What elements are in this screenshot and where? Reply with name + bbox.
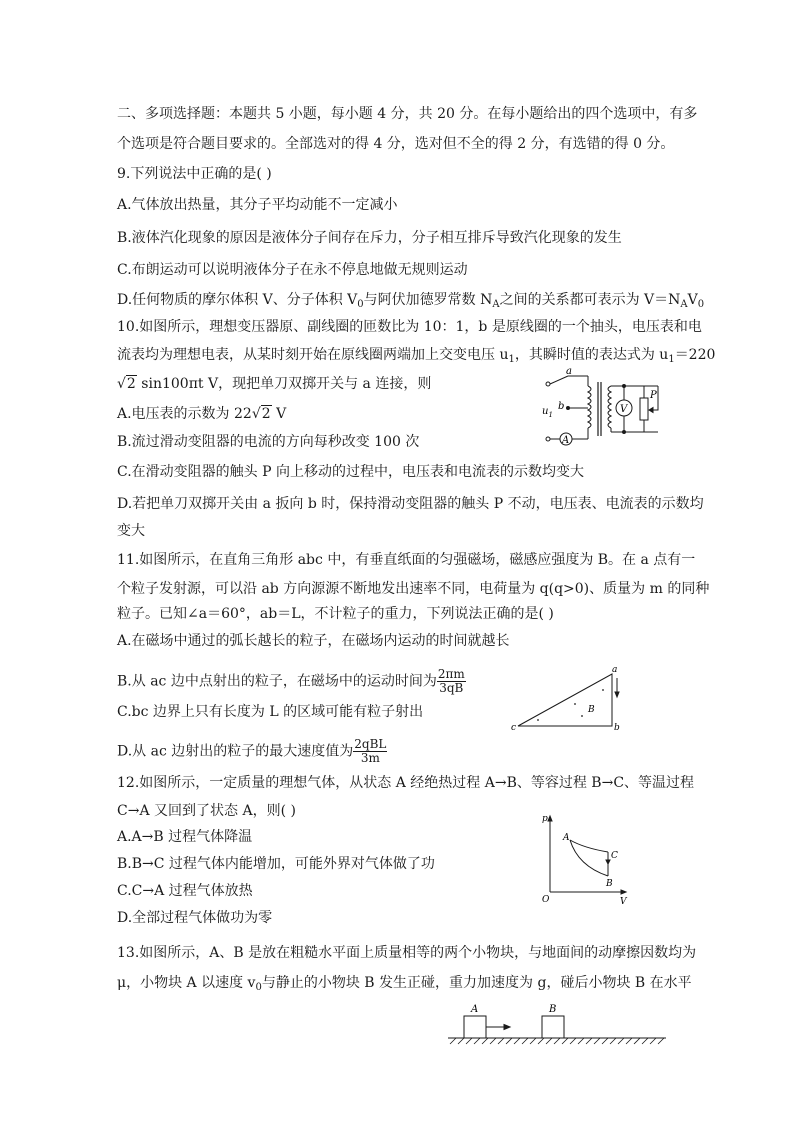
q10-option-d-line1: D.若把单刀双掷开关由 a 扳向 b 时，保持滑动变阻器的触头 P 不动，电压表、电流表的示数均 (117, 496, 704, 512)
field-b-label: B (588, 705, 595, 715)
q11-option-b: B.从 ac 边中点射出的粒子，在磁场中的运动时间为 $\frac{2\pi m}{3qB}$ (117, 667, 465, 695)
label-b: b (558, 401, 565, 412)
primary-bottom-terminal (546, 437, 550, 441)
field-dot (602, 689, 604, 691)
primary-top-terminal (546, 382, 550, 386)
fraction-2pim-3qb: $\frac{2\pi m}{3qB}$ (437, 667, 465, 695)
q11-stem-line1: 11.如图所示，在直角三角形 abc 中，有垂直纸面的匀强磁场，磁感应强度为 B。在 a 点有一 (117, 552, 696, 568)
q10-stem-line1: 10.如图所示，理想变压器原、副线圈的匝数比为 10：1，b 是原线圈的一个抽头，电压表和电 (117, 319, 702, 335)
section-header-line2: 个选项是符合题目要求的。全部选对的得 4 分，选对但不全的得 2 分，有选错的得 0 分。 (117, 136, 675, 152)
q12-option-a: A.A→B 过程气体降温 (117, 829, 253, 845)
field-dot (581, 715, 583, 717)
fraction-2qbl-3m: $\frac{\text{2qBL}}{3m}$ (354, 737, 387, 765)
vertex-c-label: c (511, 723, 517, 732)
triangle-field-figure (510, 664, 634, 732)
q11-option-d: D.从 ac 边射出的粒子的最大速度值为 $\frac{\text{2qBL}}{3m}$ (117, 737, 387, 765)
q13-stem-line1: 13.如图所示，A、B 是放在粗糙水平面上质量相等的两个小物块，与地面间的动摩擦因数均为 (117, 945, 697, 961)
block-b-label: B (549, 1004, 557, 1015)
rheostat-slider-arrow (649, 408, 653, 413)
ammeter-label: A (562, 435, 570, 446)
q10-option-a: A.电压表的示数为 22√2 V (117, 406, 287, 422)
primary-coil (588, 386, 591, 428)
field-dot (537, 719, 539, 721)
state-b-label: B (606, 879, 613, 889)
q9-stem: 9.下列说法中正确的是( ) (117, 166, 272, 182)
block-a (464, 1016, 486, 1038)
blocks-figure (446, 1000, 668, 1048)
p-axis-label: p (542, 814, 548, 824)
label-a: a (566, 366, 572, 377)
origin-label: O (542, 895, 550, 905)
q9-option-d: D.任何物质的摩尔体积 V、分子体积 $V_0$与阿伏加德罗常数 $N_A$之间的关系都可表示为 $V=N_AV_0$ (117, 292, 705, 310)
q9-option-a: A.气体放出热量，其分子平均动能不一定减小 (117, 197, 398, 213)
section-header-line1: 二、多项选择题：本题共 5 小题，每小题 4 分，共 20 分。在每小题给出的四个选项中，有多 (117, 106, 698, 122)
q12-option-b: B.B→C 过程气体内能增加，可能外界对气体做了功 (117, 856, 435, 872)
triangle-abc (518, 674, 612, 726)
q9-option-b: B.液体汽化现象的原因是液体分子间存在斥力，分子相互排斥导致汽化现象的发生 (117, 230, 622, 246)
q9-option-c: C.布朗运动可以说明液体分子在永不停息地做无规则运动 (117, 262, 468, 278)
q12-stem-line1: 12.如图所示，一定质量的理想气体，从状态 A 经绝热过程 A→B、等容过程 B→C、等温过程 (117, 775, 695, 791)
voltmeter-label: V (620, 404, 628, 415)
label-u1: $u_1$ (542, 406, 553, 419)
adiabat-a-to-b (570, 840, 608, 876)
pv-diagram-figure (536, 812, 632, 908)
secondary-coil (608, 386, 611, 428)
q10-option-b: B.流过滑动变阻器的电流的方向每秒改变 100 次 (117, 434, 420, 450)
q12-option-d: D.全部过程气体做功为零 (117, 910, 273, 926)
v-axis-label: V (620, 897, 627, 907)
transformer-circuit-figure (538, 364, 662, 450)
block-a-label: A (471, 1004, 479, 1015)
vertex-b-label: b (614, 723, 620, 732)
velocity-arrow-head (615, 692, 619, 697)
q10-stem-line2: 流表均为理想电表，从某时刻开始在原线圈两端加上交变电压 $u_1$，其瞬时值的表达式为 $u_1=220$ (117, 347, 716, 365)
q11-stem-line2: 个粒子发射源，可以沿 ab 方向源源不断地发出速率不同，电荷量为 q(q>0)、质量为 m 的同种 (117, 581, 710, 597)
state-c-label: C (611, 851, 618, 861)
q10-option-d-line2: 变大 (117, 523, 145, 539)
q10-option-c: C.在滑动变阻器的触头 P 向上移动的过程中，电压表和电流表的示数均变大 (117, 464, 584, 480)
vertex-a-label: a (612, 665, 618, 675)
switch-blade (550, 376, 568, 384)
q13-stem-line2: μ，小物块 A 以速度 $v_0$与静止的小物块 B 发生正碰，重力加速度为 g，碰后小物块 B 在水平 (117, 975, 692, 993)
field-dot (574, 703, 576, 705)
q11-stem-line3: 粒子。已知∠a＝60°，ab＝L，不计粒子的重力，下列说法正确的是( ) (117, 606, 554, 622)
rheostat (640, 398, 648, 420)
q11-option-c: C.bc 边界上只有长度为 L 的区域可能有粒子射出 (117, 704, 424, 720)
state-a-label: A (563, 833, 570, 843)
slider-label-p: P (650, 390, 657, 401)
q11-option-a: A.在磁场中通过的弧长越长的粒子，在磁场内运动的时间就越长 (117, 633, 510, 649)
q10-stem-line3: √2 sin100πt V，现把单刀双掷开关与 a 连接，则 (117, 376, 432, 392)
q12-stem-line2: C→A 又回到了状态 A，则( ) (117, 803, 296, 819)
isotherm-c-to-a (570, 840, 608, 852)
block-b (542, 1016, 564, 1038)
q12-option-c: C.C→A 过程气体放热 (117, 883, 253, 899)
